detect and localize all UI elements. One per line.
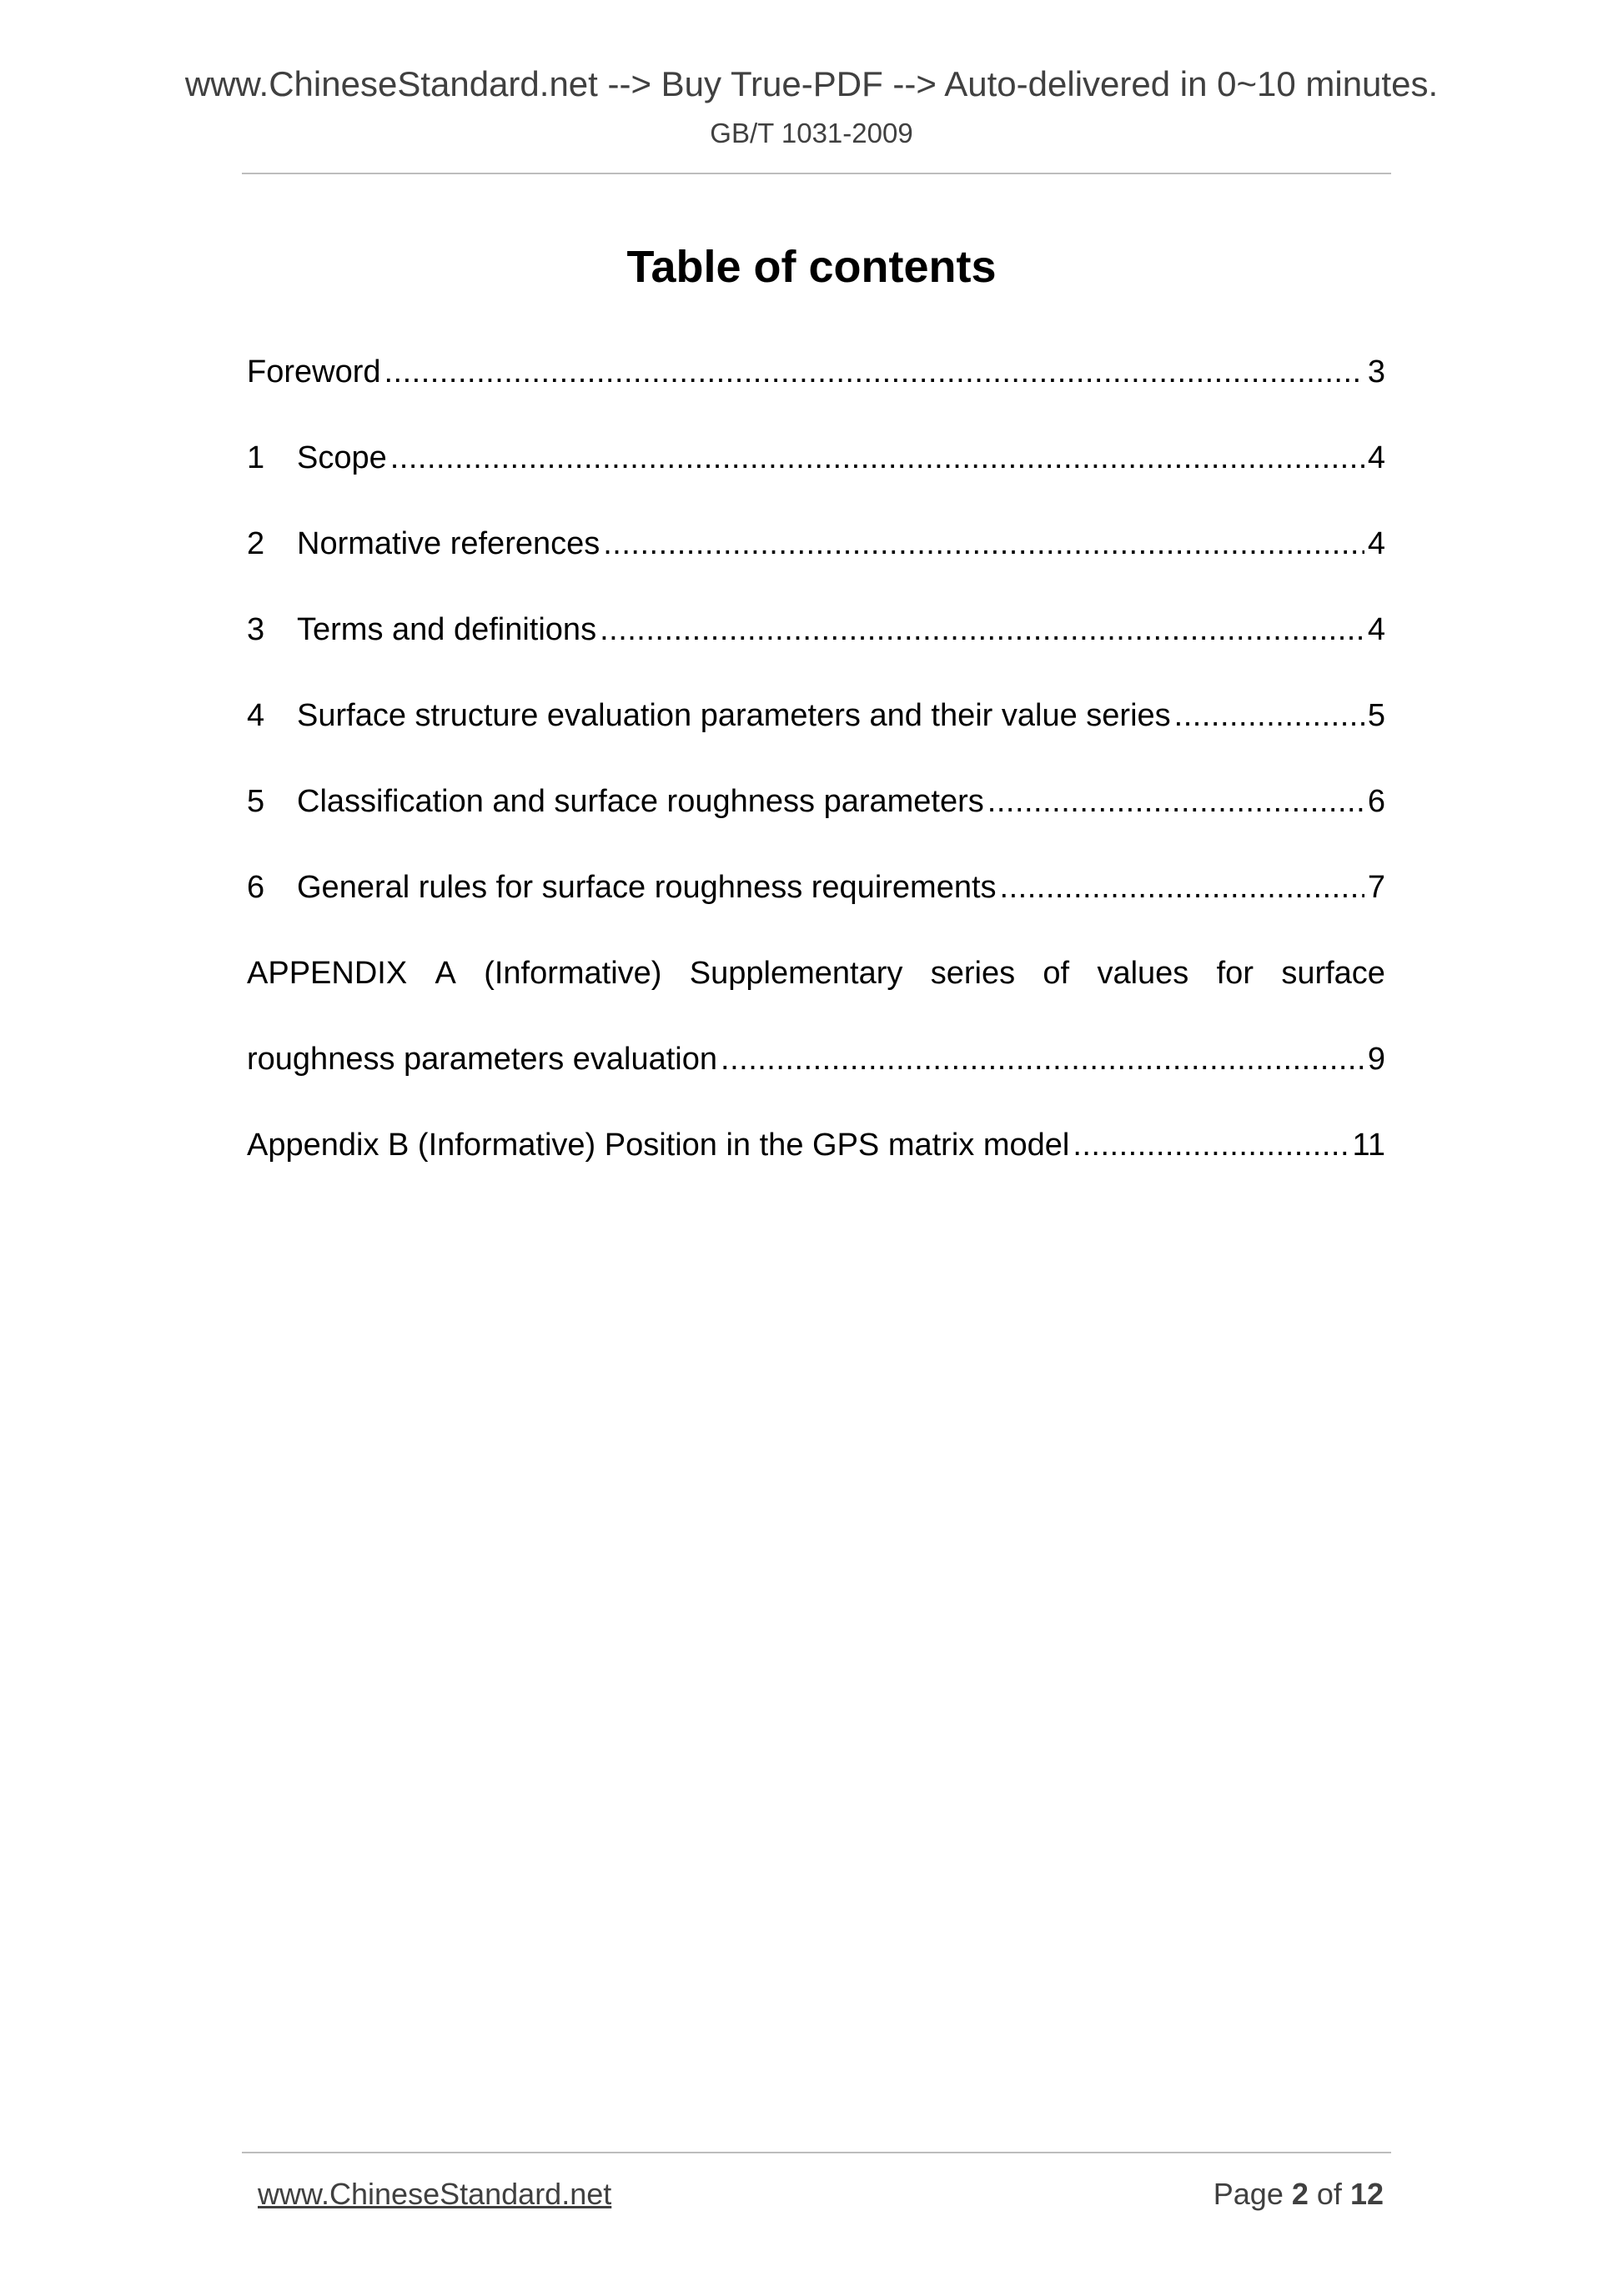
page-label: Page <box>1213 2177 1284 2211</box>
toc-entry-appendix-a-line1[interactable] <box>247 930 1385 1016</box>
page-of-label: of <box>1316 2177 1342 2211</box>
toc-entry-page: 9 <box>1367 1041 1385 1077</box>
current-page: 2 <box>1291 2177 1309 2211</box>
toc-word: Supplementary <box>689 955 903 991</box>
toc-entry-page: 4 <box>1367 525 1385 561</box>
toc-entry-number: 2 <box>247 525 265 561</box>
dot-leader <box>1000 868 1364 907</box>
toc-entry-label: Foreword <box>247 354 381 389</box>
toc-entry-page: 7 <box>1367 869 1385 905</box>
toc-entry-page: 4 <box>1367 611 1385 647</box>
toc-entry-label: General rules for surface roughness requirements <box>297 869 997 905</box>
dot-leader <box>384 353 1364 391</box>
toc-entry-number: 4 <box>247 697 265 733</box>
toc-entry-surface-structure-parameters[interactable] <box>247 672 1385 758</box>
toc-entry-general-rules[interactable] <box>247 844 1385 930</box>
toc-word: APPENDIX <box>247 955 408 991</box>
table-of-contents <box>247 329 1385 1188</box>
toc-entry-page: 3 <box>1367 354 1385 389</box>
toc-entry-normative-references[interactable] <box>247 500 1385 586</box>
toc-entry-classification[interactable] <box>247 758 1385 844</box>
toc-entry-label: Classification and surface roughness parameters <box>297 783 984 819</box>
toc-entry-number: 1 <box>247 440 265 475</box>
toc-entry-page: 5 <box>1367 697 1385 733</box>
page-number <box>1213 2176 1384 2213</box>
toc-word: for <box>1216 955 1254 991</box>
toc-entry-appendix-b[interactable] <box>247 1102 1385 1188</box>
toc-word: of <box>1043 955 1070 991</box>
toc-entry-number: 3 <box>247 611 265 647</box>
toc-entry-scope[interactable] <box>247 414 1385 500</box>
toc-entry-page: 4 <box>1367 440 1385 475</box>
total-pages: 12 <box>1349 2177 1384 2211</box>
toc-word: series <box>930 955 1016 991</box>
dot-leader <box>600 610 1364 649</box>
toc-entry-page: 6 <box>1367 783 1385 819</box>
toc-entry-page: 11 <box>1352 1127 1385 1163</box>
header-divider <box>242 173 1391 174</box>
dot-leader <box>1174 696 1364 735</box>
toc-word: A <box>435 955 456 991</box>
toc-entry-appendix-a-line2[interactable] <box>247 1016 1385 1102</box>
toc-word: surface <box>1281 955 1385 991</box>
toc-entry-label: Terms and definitions <box>297 611 597 647</box>
document-code: GB/T 1031-2009 <box>710 118 913 148</box>
toc-word: values <box>1097 955 1189 991</box>
footer-divider <box>242 2152 1391 2153</box>
toc-word: (Informative) <box>484 955 662 991</box>
toc-entry-label: Normative references <box>297 525 600 561</box>
toc-entry-foreword[interactable] <box>247 329 1385 414</box>
dot-leader <box>390 439 1364 477</box>
toc-entry-label: Surface structure evaluation parameters and their value series <box>297 697 1171 733</box>
toc-entry-label: roughness parameters evaluation <box>247 1041 718 1077</box>
dot-leader <box>721 1040 1364 1078</box>
toc-entry-label: Appendix B (Informative) Position in the GPS matrix model <box>247 1127 1070 1163</box>
dot-leader <box>1073 1126 1349 1164</box>
site-banner: www.ChineseStandard.net --> Buy True-PDF --> Auto-delivered in 0~10 minutes. <box>184 64 1439 103</box>
toc-entry-number: 6 <box>247 869 265 905</box>
dot-leader <box>987 782 1364 821</box>
footer-site-link[interactable]: www.ChineseStandard.net <box>258 2177 612 2211</box>
toc-entry-terms-and-definitions[interactable] <box>247 586 1385 672</box>
toc-entry-number: 5 <box>247 783 265 819</box>
page-title: Table of contents <box>626 242 997 292</box>
dot-leader <box>603 525 1364 563</box>
toc-entry-label: Scope <box>297 440 387 475</box>
